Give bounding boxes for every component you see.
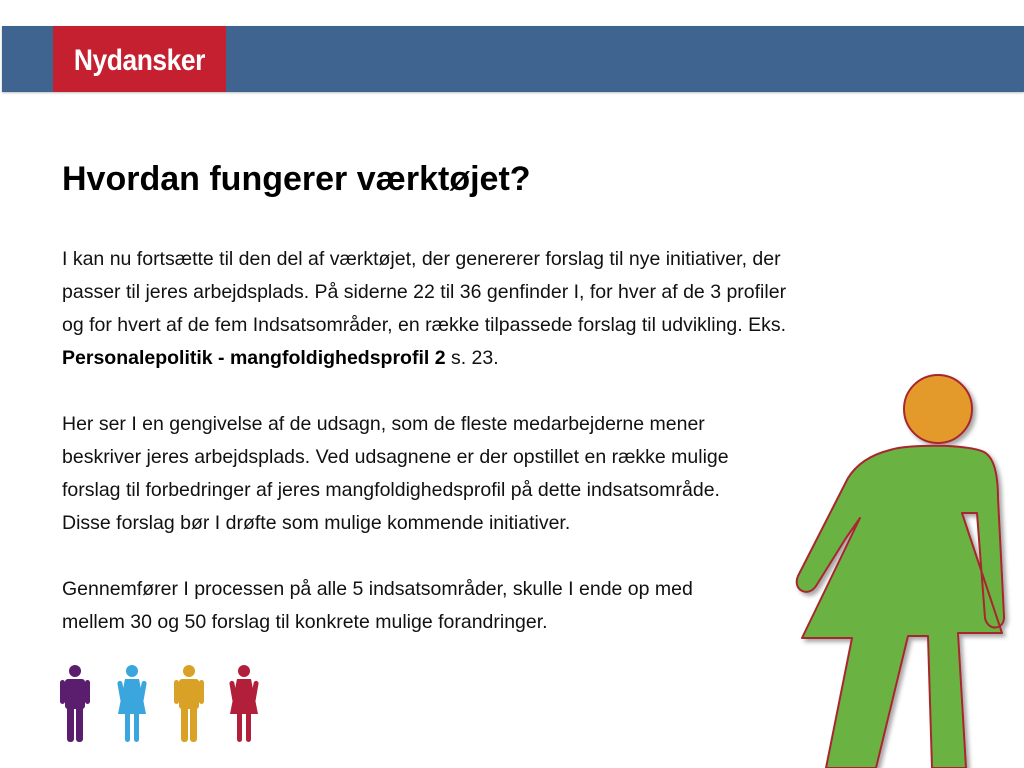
paragraph-1-text: I kan nu fortsætte til den del af værktøjet, der genererer forslag til nye initiativer, der passer til jeres arbejdsplads. På siderne 22 til 36 genfinder I, for hver af de 3 profiler og for hvert af de fem Indsatsområder, en række tilpassede forslag til udvikling. Eks. — [62, 248, 787, 336]
people-icons-row — [58, 664, 278, 744]
woman-figure-icon — [790, 368, 1024, 768]
paragraph-2: Her ser I en gengivelse af de udsagn, som de fleste medarbejderne mener beskriver jeres arbejdsplads. Ved udsagnene er der opstillet en række mulige forslag til forbedringer af jeres mangfoldighedsprofil på dette indsatsområde. Disse forslag bør I drøfte som mulige kommende initiativer. — [62, 413, 729, 534]
woman-icon — [226, 664, 262, 744]
man-icon — [172, 664, 206, 744]
paragraph-1-bold: Personalepolitik - mangfoldighedsprofil 2 — [62, 347, 446, 369]
paragraph-1-tail: s. 23. — [445, 347, 499, 369]
woman-icon — [114, 664, 150, 744]
paragraph-1 — [62, 243, 942, 375]
nydansker-logo — [53, 26, 226, 92]
slide-title: Hvordan fungerer værktøjet? — [62, 160, 531, 198]
logo-text: Nydansker — [73, 44, 206, 77]
paragraph-3: Gennemfører I processen på alle 5 indsatsområder, skulle I ende op med mellem 30 og 50 forslag til konkrete mulige forandringer. — [62, 578, 693, 633]
man-icon — [58, 664, 92, 744]
